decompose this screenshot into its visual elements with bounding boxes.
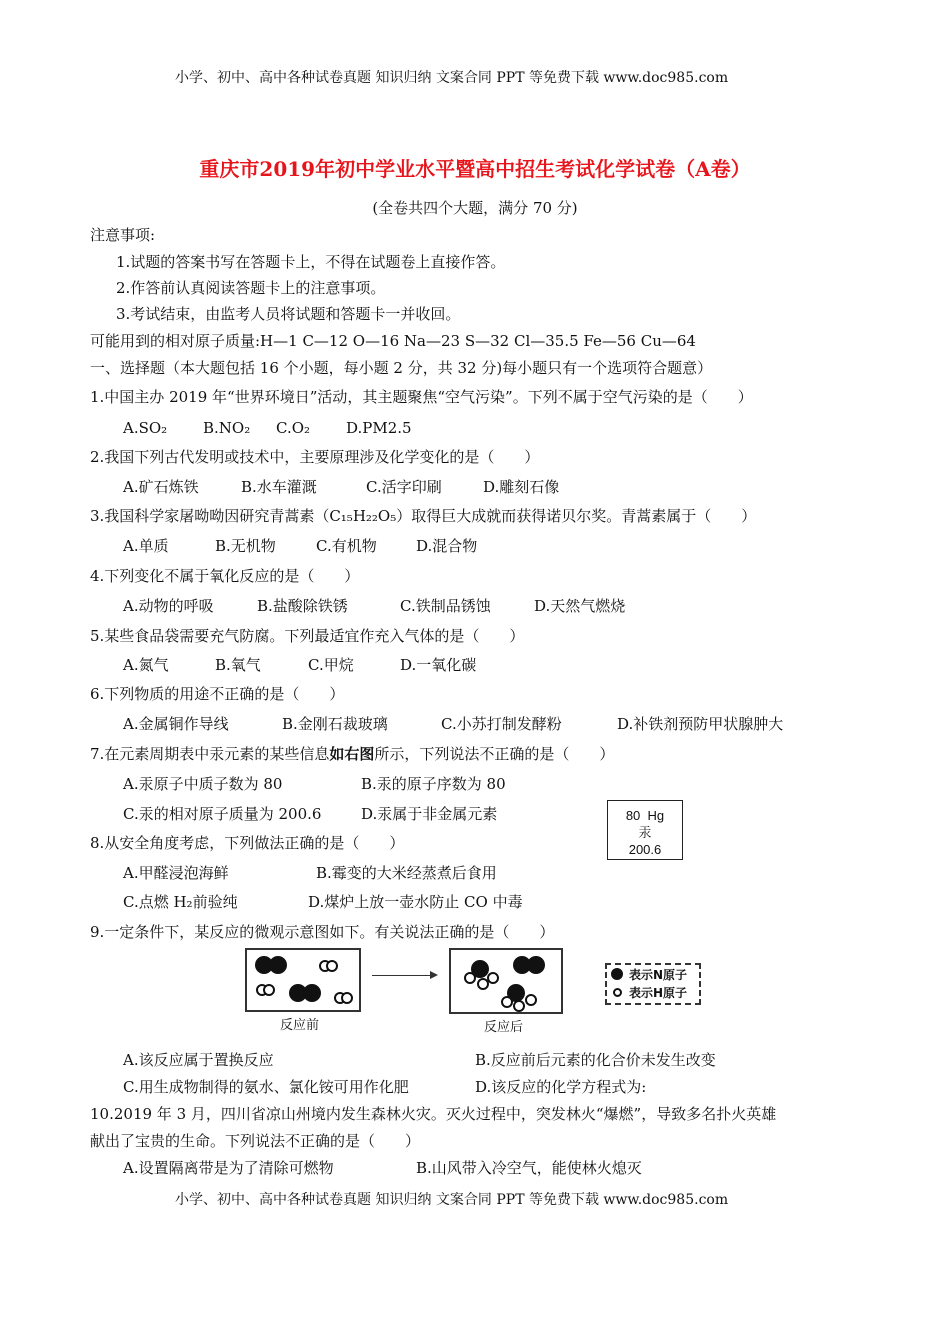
option: D.煤炉上放一壶水防止 CO 中毒 (308, 893, 523, 911)
legend (605, 963, 701, 1005)
question-6: 6.下列物质的用途不正确的是（ ） (90, 685, 345, 703)
legend-h: 表示H原子 (629, 986, 688, 1000)
option: C.点燃 H₂前验纯 (123, 893, 238, 911)
n-atom-icon (611, 968, 623, 980)
question-2: 2.我国下列古代发明或技术中，主要原理涉及化学变化的是（ ） (90, 448, 540, 466)
option: D.混合物 (416, 537, 478, 555)
option: D.雕刻石像 (483, 478, 560, 496)
option: B.金刚石裁玻璃 (282, 715, 388, 733)
option: D.该反应的化学方程式为: (475, 1078, 647, 1096)
element-name: 汞 (638, 825, 652, 840)
option: B.氧气 (215, 656, 261, 674)
option: D.天然气燃烧 (534, 597, 626, 615)
note-item: 1.试题的答案书写在答题卡上，不得在试题卷上直接作答。 (116, 253, 506, 271)
option: C.小苏打制发酵粉 (441, 715, 562, 733)
question-3: 3.我国科学家屠呦呦因研究青蒿素（C₁₅H₂₂O₅）取得巨大成就而获得诺贝尔奖。青蒿素属于（ ） (90, 507, 757, 525)
option: A.矿石炼铁 (123, 478, 199, 496)
page-footer: 小学、初中、高中各种试卷真题 知识归纳 文案合同 PPT 等免费下载 www.doc985.com (175, 1192, 729, 1208)
question-10: 10.2019 年 3 月，四川省凉山州境内发生森林火灾。灭火过程中，突发林火“爆燃”，导致多名扑火英雄 (90, 1105, 777, 1123)
option: A.氮气 (123, 656, 169, 674)
option: B.水车灌溉 (241, 478, 317, 496)
stem-text: 7.在元素周期表中汞元素的某些信息 (90, 745, 330, 763)
option: C.甲烷 (308, 656, 354, 674)
option: A.该反应属于置换反应 (123, 1051, 274, 1069)
option: A.SO₂ (123, 419, 168, 437)
option: B.无机物 (215, 537, 276, 555)
stem-text: 所示，下列说法不正确的是（ ） (374, 745, 615, 763)
question-1: 1.中国主办 2019 年“世界环境日”活动，其主题聚焦“空气污染”。下列不属于空气污染的是（ ） (90, 388, 753, 406)
option: A.设置隔离带是为了清除可燃物 (123, 1159, 334, 1177)
section-heading: 一、选择题（本大题包括 16 个小题，每小题 2 分，共 32 分)每小题只有一个选项符合题意） (90, 359, 713, 377)
atomic-mass-value: 200.6 (628, 842, 662, 857)
atomic-mass: 可能用到的相对原子质量:H—1 C—12 O—16 Na—23 S—32 Cl—35.5 Fe—56 Cu—64 (90, 332, 696, 350)
option: A.汞原子中质子数为 80 (123, 775, 283, 793)
note-item: 3.考试结束，由监考人员将试题和答题卡一并收回。 (116, 305, 461, 323)
option: C.铁制品锈蚀 (400, 597, 491, 615)
option: B.反应前后元素的化合价未发生改变 (475, 1051, 716, 1069)
atomic-number: 80 (625, 808, 641, 823)
question-7 (90, 744, 614, 764)
question-5: 5.某些食品袋需要充气防腐。下列最适宜作充入气体的是（ ） (90, 627, 525, 645)
option: A.动物的呼吸 (123, 597, 214, 615)
arrow-icon (372, 975, 432, 976)
option: A.金属铜作导线 (123, 715, 229, 733)
exam-subtitle: (全卷共四个大题，满分 70 分) (372, 199, 578, 217)
before-box (245, 948, 361, 1012)
note-item: 2.作答前认真阅读答题卡上的注意事项。 (116, 279, 386, 297)
option: A.单质 (123, 537, 169, 555)
option: C.用生成物制得的氨水、氯化铵可用作化肥 (123, 1078, 409, 1096)
option: D.汞属于非金属元素 (361, 805, 498, 823)
option: B.汞的原子序数为 80 (361, 775, 506, 793)
question-4: 4.下列变化不属于氧化反应的是（ ） (90, 567, 360, 585)
option: D.一氧化碳 (400, 656, 477, 674)
option: A.甲醛浸泡海鲜 (123, 864, 229, 882)
option: B.盐酸除铁锈 (257, 597, 348, 615)
element-symbol: Hg (647, 808, 665, 823)
option: B.山风带入冷空气，能使林火熄灭 (416, 1159, 642, 1177)
notes-title: 注意事项: (90, 226, 156, 244)
stem-bold: 如右图 (329, 745, 375, 763)
page-header: 小学、初中、高中各种试卷真题 知识归纳 文案合同 PPT 等免费下载 www.doc985.com (175, 70, 729, 86)
question-8: 8.从安全角度考虑，下列做法正确的是（ ） (90, 834, 405, 852)
option: D.PM2.5 (346, 419, 412, 437)
option: C.O₂ (276, 419, 311, 437)
before-label: 反应前 (280, 1018, 320, 1033)
question-10-cont: 献出了宝贵的生命。下列说法不正确的是（ ） (90, 1132, 421, 1150)
h-atom-icon (613, 988, 622, 997)
arrowhead-icon (430, 971, 438, 979)
option: C.有机物 (316, 537, 377, 555)
option: C.汞的相对原子质量为 200.6 (123, 805, 322, 823)
option: C.活字印刷 (366, 478, 442, 496)
after-box (449, 948, 563, 1014)
option: B.霉变的大米经蒸煮后食用 (316, 864, 497, 882)
question-9: 9.一定条件下，某反应的微观示意图如下。有关说法正确的是（ ） (90, 923, 555, 941)
after-label: 反应后 (484, 1020, 524, 1035)
exam-title: 重庆市2019年初中学业水平暨高中招生考试化学试卷（A卷） (199, 157, 751, 181)
legend-n: 表示N原子 (629, 968, 688, 982)
option: D.补铁剂预防甲状腺肿大 (617, 715, 784, 733)
element-card (607, 800, 683, 860)
option: B.NO₂ (203, 419, 251, 437)
